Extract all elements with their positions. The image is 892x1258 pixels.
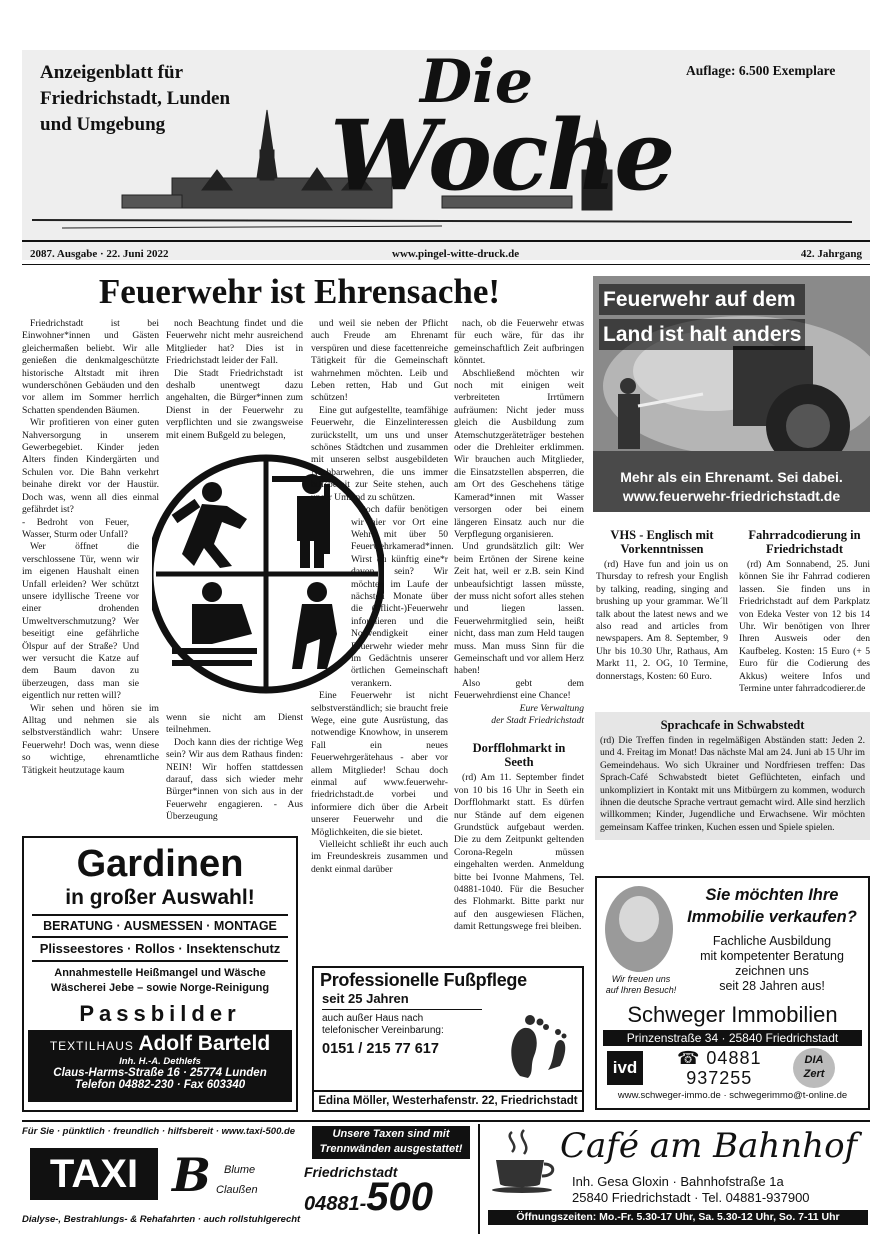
issue-bar: [22, 244, 870, 262]
lead-headline: Feuerwehr ist Ehrensache!: [98, 272, 501, 311]
text-line: Fachliche Ausbildung: [712, 934, 832, 948]
question-line: Sie möchten Ihre: [705, 886, 839, 904]
brand-line: Blume: [224, 1164, 256, 1176]
mangel-line: Wäscherei Jebe – sowie Norge-Reinigung: [50, 982, 270, 994]
subtitle-line: Friedrichstadt, Lunden: [40, 88, 231, 109]
taxi-phone-number: 500: [366, 1175, 434, 1219]
phone-number: 937255: [686, 1068, 753, 1088]
note-line: auch außer Haus nach: [322, 1013, 424, 1024]
immobilien-company: Schweger Immobilien: [627, 1002, 838, 1027]
fusspflege-ad[interactable]: [312, 966, 584, 1112]
cafe-hours: Öffnungszeiten: Mo.-Fr. 5.30-17 Uhr, Sa. 5.30-12 Uhr, So. 7-11 Uhr: [488, 1210, 868, 1225]
seal-line: Zert: [803, 1068, 825, 1080]
agent-face: [619, 896, 659, 942]
cafe-ad[interactable]: [486, 1124, 870, 1234]
brand-initial-icon: B: [172, 1148, 211, 1202]
fahrrad-title: Fahrradcodierung in Friedrichstadt: [748, 528, 861, 556]
gardinen-subtitle: in großer Auswahl!: [65, 886, 255, 909]
sprachcafe-body: (rd) Die Treffen finden in regelmäßigen Abständen statt: Jeden 2. und 4. Freitag im Monat! Das nächste Mal am 24. Juni ab 15 Uhr im Gemeindehaus. Wo sich Ukrainer und Nordfriesen treffen: Das Sprach-Café Schwabstedt bietet Geflüchteten, einfach und unkompliziert in Kontakt mit uns Mitbürgern zu kommen, wodurch ihnen die deutsche Sprache vertraut gemacht wird. Alle sind herzlich willkommen; Kinder, Jugendliche und Erwachsene. Wir möchten gemeinsam Kaffee trinken, Kuchen essen und Spiele spielen.: [600, 735, 865, 833]
vhs-article: [596, 528, 728, 683]
seal-line: DIA: [804, 1054, 824, 1066]
ivd-logo: ivd: [607, 1051, 643, 1085]
paragraph: Friedrichstadt ist bei Einwohner*innen und Gästen gleichermaßen beliebt. Wir alle genießen die denkmalgeschützte historische Altstadt mit ihren wunderschönen Gebäuden und den vor allem im Sommer herrlich Schatten spendenden Bäumen.: [22, 318, 159, 416]
gardinen-title: Gardinen: [76, 843, 244, 885]
flohmarkt-title: Dorfflohmarkt in Seeth: [472, 741, 566, 770]
immobilien-text: [679, 934, 865, 994]
cafe-owner: Inh. Gesa Gloxin · Bahnhofstraße 1a: [572, 1174, 784, 1189]
paragraph: Also gebt dem Feuerwehrdienst eine Chance!: [454, 677, 584, 702]
title-line: Feuerwehr auf dem: [599, 284, 805, 315]
fahrrad-body: (rd) Am Sonnabend, 25. Juni können Sie ihr Fahrrad codieren lassen. Sie finden uns in Friedrichstadt auf dem Parkplatz von Edeka Vester von 12 bis 14 Uhr. Wir benötigen von Ihrer Ihren Ausweis oder den Kaufbeleg. Kosten: 15 Euro (+ 5 Euro für die Codierung des Akkus) weitere Infos und Termine unter fahrradcodierer.de: [739, 559, 870, 695]
fahrrad-article: [739, 528, 870, 695]
cafe-name: Café am Bahnhof: [560, 1126, 858, 1166]
signature-line: der Stadt Friedrichstadt: [491, 715, 584, 726]
lead-column-4: [454, 318, 584, 934]
text-line: zeichnen uns: [735, 964, 809, 978]
paragraph: Die Stadt Friedrichstadt ist deshalb unentwegt dazu angehalten, die Bürger*innen zum Dienst in der Feuerwehr zu verpflichten und sie zwangsweise mit einem Bußgeld zu belegen,: [166, 367, 303, 441]
paragraph: und weil sie neben der Pflicht auch Freude am Ehrenamt verspüren und diese facettenreiche Tätigkeit für die Gemeinschaft wahrnehmen möchten. Leib und Leben retten, Hab und Gut schützen!: [311, 318, 448, 404]
paragraph: Wir profitieren von einer guten Nahversorgung in unserem Gewerbegebiet. Kinder jeden Alters finden Kindergärten und Schulen vor. Die Bahn verkehrt beinahe direkt vor der Haustür. Doch was, wenn all dies einmal gefährdet ist?: [22, 417, 159, 516]
sprachcafe-article: [595, 712, 870, 840]
taxi-logo: TAXI: [30, 1148, 158, 1200]
agent-photo: [605, 886, 673, 972]
lead-column-1: [22, 318, 159, 777]
paragraph: Wir sehen und hören sie im Alltag und nehmen sie als selbstverständlich wahr: Unsere Feuerwehr! Doch was, wenn diese so wichtige, ehrenamtliche Tätigkeit heutzutage kaum: [22, 702, 159, 776]
logo-woche: Woche: [330, 99, 674, 212]
circulation: Auflage: 6.500 Exemplare: [686, 63, 836, 78]
vhs-title: VHS - Englisch mit Vorkenntnissen: [610, 528, 714, 556]
flohmarkt-body: (rd) Am 11. September findet von 10 bis 16 Uhr in Seeth ein Dorfflohmarkt statt. Es dürfen nur Stände auf dem eigenen Grundstück aufgebaut werden. Die zu dem Zeitpunkt geltenden Corona-Regeln müssen eingehalten werden. Anmeldung bitte bei Ivonne Mahmens, Tel. 04881-1040. Für die Besucher des Flohmarkt. Bitte parkt nur auf den ausgewiesen Flächen, damit Rettungswege frei bleiben.: [454, 772, 584, 933]
immobilien-phone[interactable]: [677, 1048, 761, 1088]
paragraph: - Bedroht von Feuer, Wasser, Sturm oder Unfall?: [22, 516, 129, 540]
lead-column-2-bottom: [166, 712, 303, 824]
masthead-rule: [22, 240, 870, 242]
masthead-subtitle: [40, 60, 230, 138]
fusspflege-title: Professionelle Fußpflege: [320, 970, 527, 990]
feuerwehr-photo-ad[interactable]: [593, 276, 870, 512]
brand-line: Claußen: [216, 1184, 258, 1196]
spacer: [454, 727, 584, 741]
phone-line: [677, 1048, 761, 1068]
fusspflege-footer: Edina Möller, Westerhafenstr. 22, Friedrichstadt: [314, 1090, 582, 1110]
bottom-divider: [478, 1124, 480, 1234]
signature-line: Eure Verwaltung: [519, 702, 584, 714]
text-line: seit 28 Jahren aus!: [719, 979, 825, 993]
mangel-line: Annahmestelle Heißmangel und Wäsche: [54, 967, 266, 979]
taxi-city: Friedrichstadt: [304, 1164, 398, 1180]
shop-line: [28, 1030, 292, 1056]
paragraph: Eine gut aufgestellte, teamfähige Feuerwehr, die Einzelinteressen zurückstellt, um uns und unser schönes Städtchen und zusammen mit unseren selbst ausgebildeten Nachbarwehren, die uns immer hilfsbereit zur Seite stehen, auch unser Umland zu schützen.: [311, 404, 448, 503]
signature: [454, 703, 584, 728]
taxi-phone[interactable]: [304, 1175, 434, 1219]
paragraph: Vielleicht schließt ihr euch auch im Freundeskreis zusammen und denkt einmal darüber: [311, 839, 448, 875]
coffee-cup-icon: [490, 1126, 560, 1194]
paragraph: Und grundsätzlich gilt: Wer beim Ertönen der Sirene keine Zeit hat, weil er z.B. sein Kind unbeaufsichtigt lassen müsste, der muss nicht sofort alles stehen und liegen lassen. Feuerwehrmitglied sein, heißt nicht, dass man zum Held taugen muss. Man muss Sinn für die Gemeinschaft und vor allem Herz haben!: [454, 541, 584, 677]
immobilien-address: Prinzenstraße 34 · 25840 Friedrichstadt: [603, 1030, 862, 1046]
text-line: mit kompetenter Beratung: [700, 949, 844, 963]
paragraph: noch Beachtung findet und die Feuerwehr nicht mehr ausreichend Mitglieder hat? Dies ist in Friedrichstadt leider der Fall.: [166, 318, 303, 367]
feuerwehr-url[interactable]: www.feuerwehr-friedrichstadt.de: [622, 488, 841, 504]
volume: 42. Jahrgang: [800, 248, 862, 260]
bottom-rule: [22, 1120, 870, 1122]
banner-line: Unsere Taxen sind mit: [332, 1128, 450, 1140]
taxi-phone-prefix: 04881-: [304, 1193, 367, 1215]
immobilien-web[interactable]: www.schweger-immo.de · schwegerimmo@t-online.de: [617, 1090, 848, 1101]
paragraph: Abschließend möchten wir noch mit einigen weit verbreiteten Irrtümern aufräumen: Nicht jeder muss gleich die Ausbildung zum Atemschutzgeräteträger bestehen oder die Drehleiter erklimmen. Wir brauchen auch Mitglieder, die Einsatzstellen absperren, die am Ort des Geschehens tätige Kamerad*innen mit Wasser versorgen oder bei einem längeren Einsatz auch nur die Verpflegung organisieren.: [454, 367, 584, 540]
lead-column-2-top: [166, 318, 303, 442]
gardinen-products: Plisseestores · Rollos · Insektenschutz: [32, 938, 288, 962]
subtitle-line: Anzeigenblatt für: [40, 62, 184, 83]
cafe-address: 25840 Friedrichstadt · Tel. 04881-937900: [572, 1190, 810, 1205]
paragraph: Doch kann dies der richtige Weg sein? Wir aus dem Rathaus finden: NEIN! Wir hoffen stattdessen darauf, dass sich wieder mehr Bürger*innen von sich aus in der Feuerwehr engagieren. - Aus Überzeugung: [166, 736, 303, 823]
immobilien-question: [679, 884, 865, 928]
vhs-body: (rd) Have fun and join us on Thursday to refresh your English by talking, reading, singing and brushing up your grammar. We´ll talk about the latest news and we also read and articles from newspapers. Am 8. September, 9 Uhr bis 10.30 Uhr, Rathaus, Am Markt 11, 2. OG, 10 Termine, donnerstags, Kosten: 60 Euro.: [596, 559, 728, 682]
paragraph: nach, ob die Feuerwehr etwas für euch wäre, für das ihr gemeinschaftlich Zeit aufbringen könntet.: [454, 318, 584, 367]
issue-rule: [22, 264, 870, 265]
textilhaus-bar: [28, 1030, 292, 1102]
shop-owner: Inh. H.-A. Dethlefs: [119, 1056, 201, 1067]
feuerwehr-ad-title: [599, 284, 805, 350]
taxi-top-line: Für Sie · pünktlich · freundlich · hilfsbereit · www.taxi-500.de: [22, 1126, 296, 1137]
tagline: Mehr als ein Ehrenamt. Sei dabei.: [620, 469, 843, 485]
logo-die: Die: [420, 47, 533, 117]
shop-prefix: TEXTILHAUS: [49, 1039, 134, 1053]
taxi-bottom-line: Dialyse-, Bestrahlungs- & Rehafahrten · auch rollstuhlgerecht: [22, 1214, 301, 1225]
note-line: telefonischer Vereinbarung:: [322, 1025, 444, 1036]
footprint-icon: [500, 1012, 570, 1082]
shop-name: Adolf Barteld: [138, 1032, 271, 1055]
immobilien-ad[interactable]: [595, 876, 870, 1110]
feuerwehr-ad-footer: [593, 468, 870, 506]
phone-prefix: 04881: [706, 1048, 762, 1068]
issue-number: 2087. Ausgabe · 22. Juni 2022: [30, 248, 169, 260]
paragraph: Eine Feuerwehr ist nicht selbstverständlich; sie braucht freie Wege, eine gute Ausrüstung, das notwendige Knowhow, in unserem Fall ein neues Feuerwehrgerätehaus - aber vor allem Mitglieder! Schau doch einmal auf www.feuerwehr-friedrichstadt.de vorbei und informiere dich über die Arbeit unserer Feuerwehr und die Möglichkeiten, die sie bietet.: [311, 690, 448, 838]
taxi-ad[interactable]: [22, 1126, 474, 1232]
taxi-banner: [312, 1126, 470, 1159]
website-link[interactable]: www.pingel-witte-druck.de: [392, 248, 520, 260]
caption-line: auf Ihren Besuch!: [605, 985, 677, 995]
fusspflege-phone[interactable]: 0151 / 215 77 617: [322, 1041, 439, 1057]
caption-line: Wir freuen uns: [611, 974, 671, 984]
banner-line: Trennwänden ausgestattet!: [319, 1143, 463, 1155]
lead-column-3: [311, 318, 454, 876]
photo-caption: [601, 974, 681, 996]
blume-claussen-logo: [168, 1150, 308, 1206]
gardinen-ad[interactable]: [22, 836, 298, 1112]
gardinen-services: BERATUNG · AUSMESSEN · MONTAGE: [32, 914, 288, 938]
shop-phone: Telefon 04882-230 · Fax 603340: [74, 1079, 246, 1091]
title-line: Land ist halt anders: [599, 319, 805, 350]
question-line: Immobilie verkaufen?: [687, 908, 857, 926]
paragraph: wenn sie nicht am Dienst teilnehmen.: [166, 712, 303, 736]
fusspflege-since: seit 25 Jahren: [322, 991, 409, 1006]
phone-icon: ☎: [677, 1048, 707, 1068]
paragraph: Doch dafür benötigen wir hier vor Ort eine Wehr mit über 50 Feuerwehrkamerad*innen. Wirst du künftig eine*r davon sein? Wir möchten im Laufe der nächsten Monate über die (Pflicht-)Feuerwehr informieren und die Notwendigkeit einer Feuerwehr wieder mehr im Gedächtnis unserer örtlichen Gemeinschaft verankern.: [351, 504, 454, 689]
dia-zert-seal: [793, 1048, 835, 1088]
paragraph: Wer öffnet die verschlossene Tür, wenn wir im eigenen Haushalt einen Unfall erleiden? Wer schützt unsere idyllische Treene vor einer drohenden Umweltverschmutzung? Wer beseitigt eine gefährliche Ölspur auf der Straße? Und wer versucht die Katze auf dem Baum davon zu überzeugen, dass man sie eigentlich nur retten will?: [22, 541, 139, 702]
shop-address: Claus-Harms-Straße 16 · 25774 Lunden: [53, 1067, 267, 1079]
sprachcafe-title: Sprachcafe in Schwabstedt: [660, 718, 805, 732]
subtitle-line: und Umgebung: [40, 114, 166, 135]
passbilder: Passbilder: [79, 1001, 241, 1026]
